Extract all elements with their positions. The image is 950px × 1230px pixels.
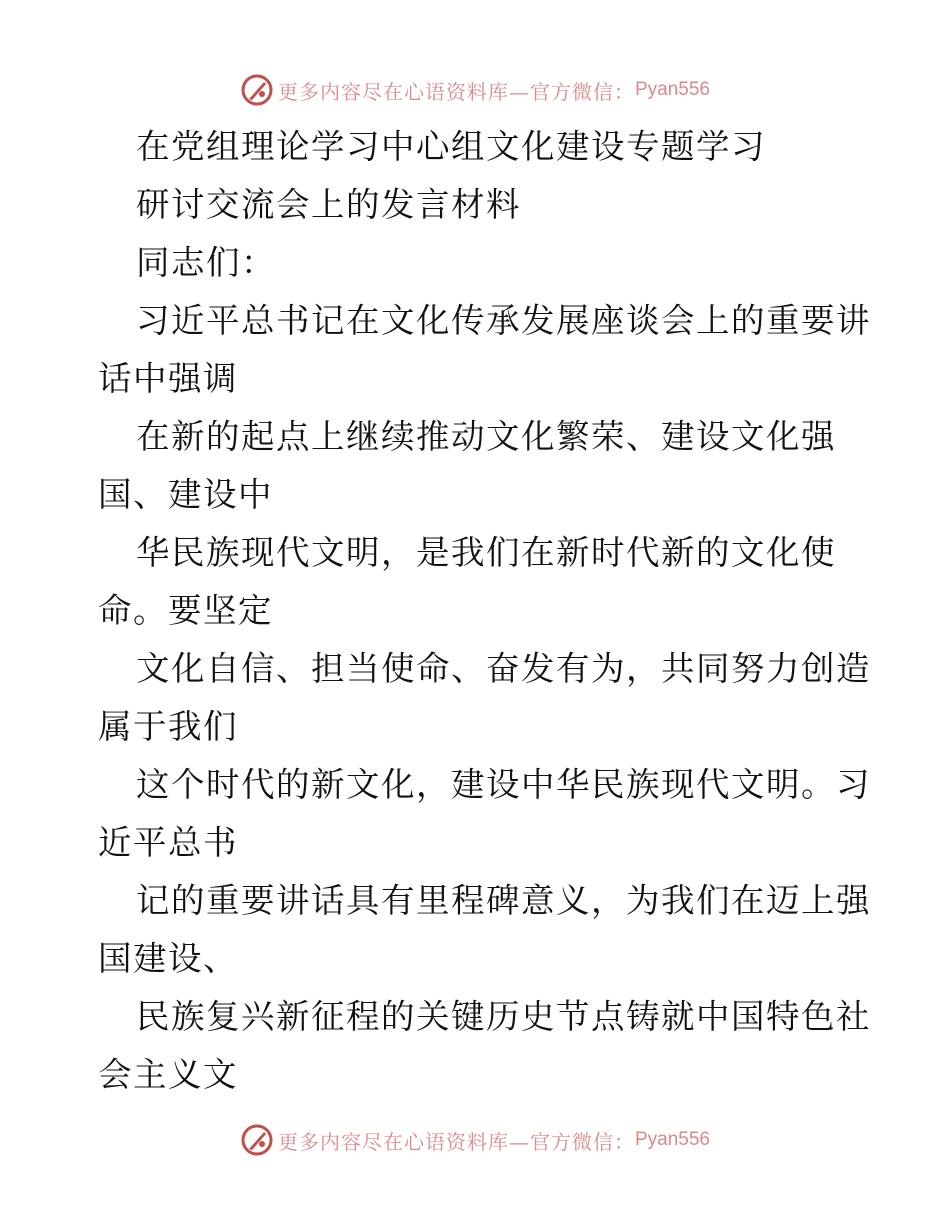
quill-logo-icon bbox=[240, 73, 274, 107]
watermark-wechat-id: Pyan556 bbox=[634, 1129, 710, 1150]
text-line: 民族复兴新征程的关键历史节点铸就中国特色社 bbox=[136, 997, 871, 1036]
document-title-line: 研讨交流会上的发言材料 bbox=[136, 185, 521, 224]
text-line: 国建设、 bbox=[98, 939, 238, 978]
text-line: 文化自信、担当使命、奋发有为，共同努力创造 bbox=[136, 649, 871, 688]
text-line: 属于我们 bbox=[98, 707, 238, 746]
watermark-text: 更多内容尽在心语资料库—官方微信： bbox=[277, 1129, 635, 1154]
watermark-wechat-id: Pyan556 bbox=[634, 79, 710, 100]
footer-watermark bbox=[0, 1120, 950, 1160]
quill-logo-icon bbox=[240, 1123, 274, 1157]
document-body bbox=[98, 118, 871, 1104]
text-line: 华民族现代文明，是我们在新时代新的文化使 bbox=[136, 533, 836, 572]
text-line: 这个时代的新文化，建设中华民族现代文明。习 bbox=[136, 765, 871, 804]
text-line: 命。要坚定 bbox=[98, 591, 273, 630]
text-line: 习近平总书记在文化传承发展座谈会上的重要讲 bbox=[136, 301, 871, 340]
text-line: 在新的起点上继续推动文化繁荣、建设文化强 bbox=[136, 417, 836, 456]
watermark-text: 更多内容尽在心语资料库—官方微信： bbox=[277, 79, 635, 104]
text-line: 国、建设中 bbox=[98, 475, 273, 514]
text-line: 近平总书 bbox=[98, 823, 238, 862]
document-title-line: 在党组理论学习中心组文化建设专题学习 bbox=[136, 127, 766, 166]
header-watermark bbox=[0, 70, 950, 110]
text-line: 记的重要讲话具有里程碑意义，为我们在迈上强 bbox=[136, 881, 871, 920]
text-line: 话中强调 bbox=[98, 359, 238, 398]
text-line: 同志们： bbox=[136, 243, 276, 282]
text-line: 会主义文 bbox=[98, 1055, 238, 1094]
